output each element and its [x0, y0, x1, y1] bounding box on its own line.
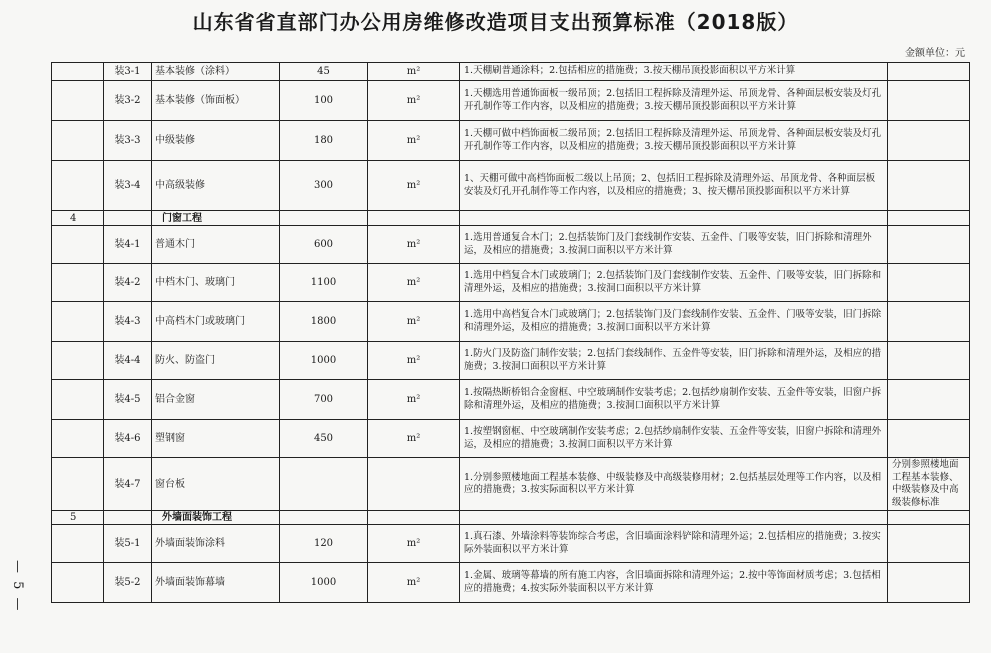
item-description: 1.防火门及防盗门制作安装；2.包括门套线制作、五金件等安装，旧门拆除和清理外运，及相应的措施费；3.按洞口面积以平方米计算 [460, 342, 888, 380]
row-index-cell [52, 226, 104, 264]
table-row [52, 161, 970, 211]
item-code: 装4-5 [104, 380, 152, 420]
item-description: 1.天棚选用普通饰面板一级吊顶；2.包括旧工程拆除及清理外运、吊顶龙骨、各种面层板安装及灯孔开孔制作等工作内容，以及相应的措施费；3.按天棚吊顶投影面积以平方米计算 [460, 81, 888, 121]
item-code: 装4-3 [104, 302, 152, 342]
currency-unit-label: 金额单位：元 [905, 48, 965, 59]
item-code: 装3-1 [104, 63, 152, 81]
item-name: 基本装修（涂料） [152, 63, 280, 81]
item-price: 120 [280, 525, 368, 563]
item-price: 1100 [280, 264, 368, 302]
row-index-cell [52, 264, 104, 302]
section-number: 5 [52, 511, 104, 525]
item-unit: m² [368, 161, 460, 211]
item-name: 窗台板 [152, 458, 280, 511]
item-description: 1.选用普通复合木门；2.包括装饰门及门套线制作安装、五金件、门吸等安装，旧门拆除和清理外运，及相应的措施费；3.按洞口面积以平方米计算 [460, 226, 888, 264]
section-empty-cell [368, 511, 460, 525]
item-unit: m² [368, 563, 460, 603]
item-unit: m² [368, 81, 460, 121]
item-code: 装3-4 [104, 161, 152, 211]
section-empty-cell [104, 211, 152, 226]
item-price: 180 [280, 121, 368, 161]
table-row [52, 63, 970, 81]
budget-standard-table [51, 62, 970, 603]
item-price [280, 458, 368, 511]
row-index-cell [52, 563, 104, 603]
item-name: 防火、防盗门 [152, 342, 280, 380]
item-description: 1.真石漆、外墙涂料等装饰综合考虑，含旧墙面涂料铲除和清理外运；2.包括相应的措施费；3.按实际外装面积以平方米计算 [460, 525, 888, 563]
item-price: 300 [280, 161, 368, 211]
item-remark [888, 121, 970, 161]
section-row [52, 211, 970, 226]
table-row [52, 380, 970, 420]
item-name: 基本装修（饰面板） [152, 81, 280, 121]
item-unit: m² [368, 525, 460, 563]
item-price: 1000 [280, 342, 368, 380]
item-code: 装3-2 [104, 81, 152, 121]
section-title: 外墙面装饰工程 [152, 511, 280, 525]
table-row [52, 121, 970, 161]
table-row [52, 563, 970, 603]
item-name: 塑钢窗 [152, 420, 280, 458]
item-name: 中高级装修 [152, 161, 280, 211]
section-empty-cell [460, 211, 888, 226]
table-row [52, 420, 970, 458]
item-code: 装3-3 [104, 121, 152, 161]
row-index-cell [52, 420, 104, 458]
item-unit: m² [368, 342, 460, 380]
item-unit: m² [368, 121, 460, 161]
item-unit: m² [368, 420, 460, 458]
item-unit: m² [368, 226, 460, 264]
row-index-cell [52, 458, 104, 511]
item-remark [888, 302, 970, 342]
item-remark [888, 525, 970, 563]
item-name: 铝合金窗 [152, 380, 280, 420]
item-remark [888, 342, 970, 380]
item-description: 1.按隔热断桥铝合金窗框、中空玻璃制作安装考虑；2.包括纱扇制作安装、五金件等安装，旧窗户拆除和清理外运，及相应的措施费；3.按洞口面积以平方米计算 [460, 380, 888, 420]
item-remark: 分别参照楼地面工程基本装修、中级装修及中高级装修标准 [888, 458, 970, 511]
row-index-cell [52, 121, 104, 161]
item-code: 装4-1 [104, 226, 152, 264]
section-empty-cell [460, 511, 888, 525]
row-index-cell [52, 380, 104, 420]
section-empty-cell [368, 211, 460, 226]
item-price: 100 [280, 81, 368, 121]
row-index-cell [52, 525, 104, 563]
row-index-cell [52, 161, 104, 211]
table-row [52, 302, 970, 342]
item-description: 1.选用中高档复合木门或玻璃门；2.包括装饰门及门套线制作安装、五金件、门吸等安装，旧门拆除和清理外运，及相应的措施费；3.按洞口面积以平方米计算 [460, 302, 888, 342]
item-code: 装5-2 [104, 563, 152, 603]
row-index-cell [52, 342, 104, 380]
item-description: 1.按塑钢窗框、中空玻璃制作安装考虑；2.包括纱扇制作安装、五金件等安装，旧窗户拆除和清理外运，及相应的措施费；3.按洞口面积以平方米计算 [460, 420, 888, 458]
item-remark [888, 563, 970, 603]
table-row [52, 342, 970, 380]
item-price: 600 [280, 226, 368, 264]
item-price: 450 [280, 420, 368, 458]
item-remark [888, 161, 970, 211]
section-empty-cell [888, 511, 970, 525]
item-description: 1、天棚可做中高档饰面板二级以上吊顶；2、包括旧工程拆除及清理外运、吊顶龙骨、各种面层板安装及灯孔开孔制作等工作内容，以及相应的措施费；3、按天棚吊顶投影面积以平方米计算 [460, 161, 888, 211]
row-index-cell [52, 63, 104, 81]
item-price: 45 [280, 63, 368, 81]
item-unit: m² [368, 380, 460, 420]
row-index-cell [52, 302, 104, 342]
table-row [52, 226, 970, 264]
section-empty-cell [280, 511, 368, 525]
item-code: 装4-6 [104, 420, 152, 458]
item-code: 装5-1 [104, 525, 152, 563]
table-row [52, 264, 970, 302]
page-number: — 5 — [10, 560, 25, 613]
item-name: 中级装修 [152, 121, 280, 161]
item-remark [888, 63, 970, 81]
item-description: 1.选用中档复合木门或玻璃门；2.包括装饰门及门套线制作安装、五金件、门吸等安装，旧门拆除和清理外运，及相应的措施费；3.按洞口面积以平方米计算 [460, 264, 888, 302]
item-description: 1.金属、玻璃等幕墙的所有施工内容，含旧墙面拆除和清理外运；2.按中等饰面材质考虑；3.包括相应的措施费；4.按实际外装面积以平方米计算 [460, 563, 888, 603]
document-title: 山东省省直部门办公用房维修改造项目支出预算标准（2018版） [192, 10, 799, 34]
item-remark [888, 380, 970, 420]
section-empty-cell [888, 211, 970, 226]
table-row [52, 525, 970, 563]
item-unit: m² [368, 264, 460, 302]
row-index-cell [52, 81, 104, 121]
table-row [52, 458, 970, 511]
section-empty-cell [104, 511, 152, 525]
item-remark [888, 81, 970, 121]
item-unit: m² [368, 302, 460, 342]
item-unit: m² [368, 63, 460, 81]
item-name: 外墙面装饰涂料 [152, 525, 280, 563]
item-price: 700 [280, 380, 368, 420]
item-description: 1.天棚可做中档饰面板二级吊顶；2.包括旧工程拆除及清理外运、吊顶龙骨、各种面层板安装及灯孔开孔制作等工作内容，以及相应的措施费；3.按天棚吊顶投影面积以平方米计算 [460, 121, 888, 161]
section-row [52, 511, 970, 525]
item-price: 1800 [280, 302, 368, 342]
item-unit [368, 458, 460, 511]
item-name: 中档木门、玻璃门 [152, 264, 280, 302]
item-remark [888, 226, 970, 264]
section-title: 门窗工程 [152, 211, 280, 226]
item-name: 外墙面装饰幕墙 [152, 563, 280, 603]
section-number: 4 [52, 211, 104, 226]
section-empty-cell [280, 211, 368, 226]
table-row [52, 81, 970, 121]
item-description: 1.分别参照楼地面工程基本装修、中级装修及中高级装修用材；2.包括基层处理等工作内容，以及相应的措施费；3.按实际面积以平方米计算 [460, 458, 888, 511]
item-code: 装4-2 [104, 264, 152, 302]
item-name: 普通木门 [152, 226, 280, 264]
item-price: 1000 [280, 563, 368, 603]
item-name: 中高档木门或玻璃门 [152, 302, 280, 342]
item-remark [888, 264, 970, 302]
item-code: 装4-4 [104, 342, 152, 380]
item-code: 装4-7 [104, 458, 152, 511]
item-remark [888, 420, 970, 458]
item-description: 1.天棚刷普通涂料；2.包括相应的措施费；3.按天棚吊顶投影面积以平方米计算 [460, 63, 888, 81]
